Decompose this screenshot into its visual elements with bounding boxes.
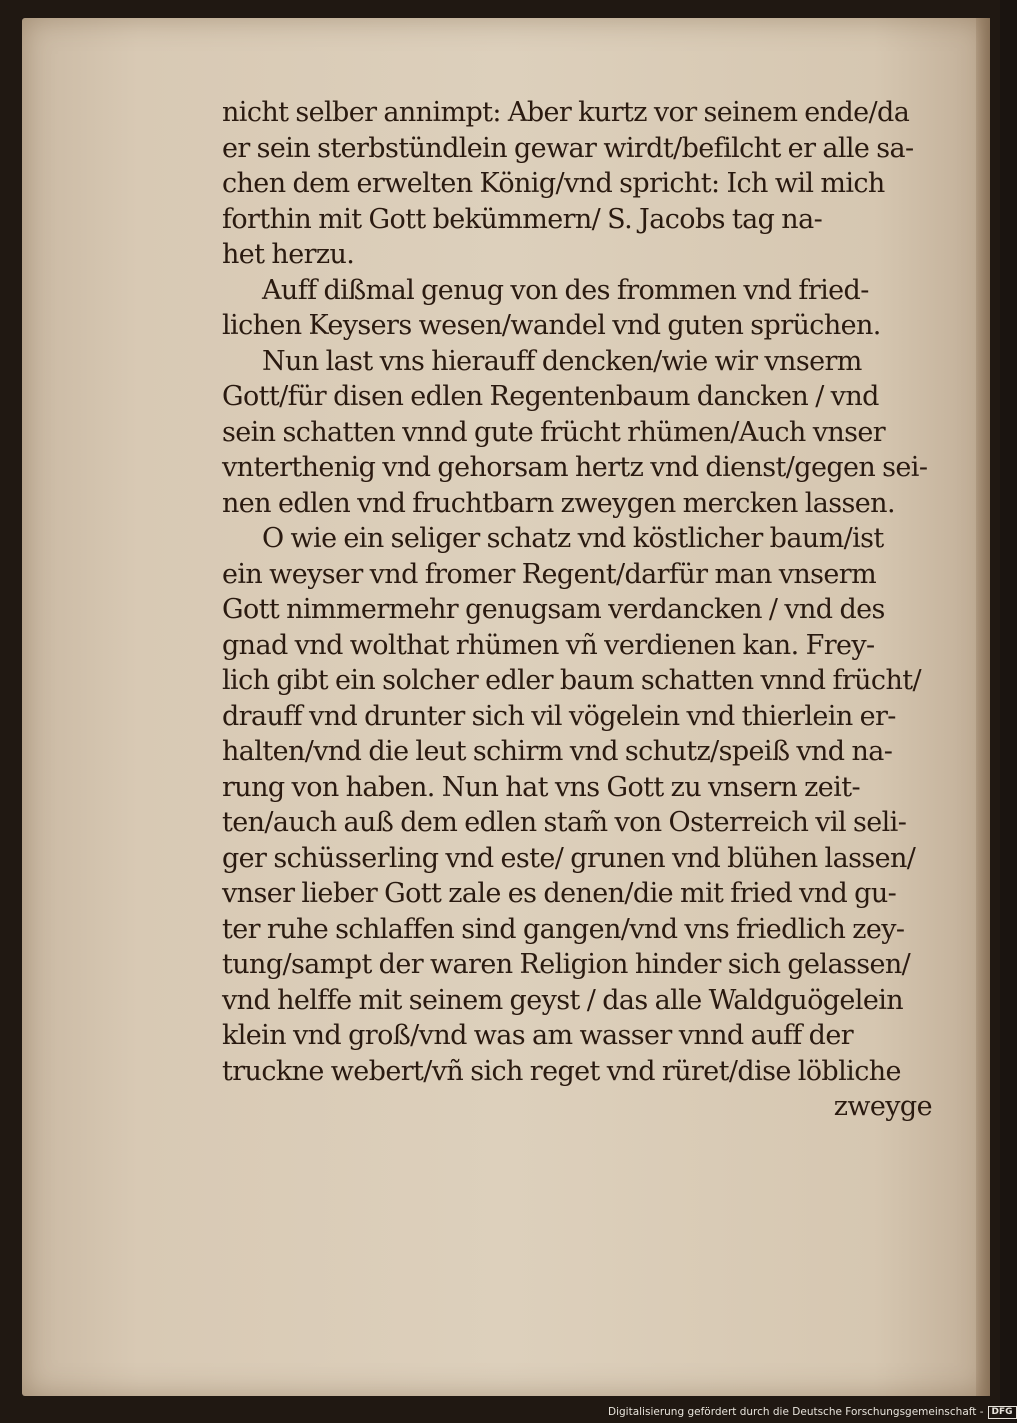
text-line: vnser lieber Gott zale es denen/die mit fried vnd gu- (222, 878, 897, 909)
text-line: chen dem erwelten König/vnd spricht: Ich wil mich (222, 168, 885, 199)
text-line: ten/auch auß dem edlen stam̃ von Osterreich vil seli- (222, 807, 907, 838)
text-line: Gott nimmermehr genugsam verdancken / vnd des (222, 594, 885, 625)
text-line: ter ruhe schlaffen sind gangen/vnd vns friedlich zey- (222, 913, 905, 945)
text-line: er sein sterbstündlein gewar wirdt/befilcht er alle sa- (222, 132, 914, 164)
catchword: zweyge (833, 1091, 932, 1122)
text-line: tung/sampt der waren Religion hinder sich gelassen/ (222, 949, 911, 980)
text-line: truckne webert/vñ sich reget vnd rüret/dise löbliche (222, 1055, 901, 1087)
text-line: Gott/für disen edlen Regentenbaum dancken / vnd (222, 381, 879, 412)
text-line: ger schüsserling vnd este/ grunen vnd blühen lassen/ (222, 842, 916, 874)
text-line: gnad vnd wolthat rhümen vñ verdienen kan. Frey- (222, 629, 875, 661)
dfg-logo: DFG (988, 1406, 1017, 1419)
text-line: nicht selber annimpt: Aber kurtz vor seinem ende/da (222, 97, 910, 128)
text-line: rung von haben. Nun hat vns Gott zu vnsern zeit- (222, 771, 860, 803)
text-line: O wie ein seliger schatz vnd köstlicher baum/ist (262, 523, 884, 554)
text-line: halten/vnd die leut schirm vnd schutz/speiß vnd na- (222, 736, 893, 767)
text-line: vnterthenig vnd gehorsam hertz vnd dienst/gegen sei- (222, 452, 928, 483)
text-line: Auff dißmal genug von des frommen vnd fried- (262, 274, 869, 306)
text-line: nen edlen vnd fruchtbarn zweygen mercken lassen. (222, 487, 895, 519)
digitization-credit (608, 1405, 1017, 1419)
text-line: sein schatten vnnd gute frücht rhümen/Auch vnser (222, 416, 886, 448)
text-line: vnd helffe mit seinem geyst / das alle Waldguögelein (222, 984, 904, 1016)
text-line: ein weyser vnd fromer Regent/darfür man vnserm (222, 558, 877, 590)
page-edge (976, 18, 990, 1396)
text-line: drauff vnd drunter sich vil vögelein vnd thierlein er- (222, 700, 896, 732)
page-text-block (222, 95, 944, 1125)
text-line: Nun last vns hierauff dencken/wie wir vnserm (262, 345, 862, 377)
credit-text: Digitalisierung gefördert durch die Deutsche Forschungsgemeinschaft - (608, 1406, 984, 1418)
text-line: lich gibt ein solcher edler baum schatten vnnd frücht/ (222, 665, 921, 696)
text-line: het herzu. (222, 239, 355, 270)
text-line: klein vnd groß/vnd was am wasser vnnd auff der (222, 1020, 854, 1051)
text-line: forthin mit Gott bekümmern/ S. Jacobs tag na- (222, 203, 823, 235)
text-line: lichen Keysers wesen/wandel vnd guten sprüchen. (222, 310, 881, 341)
